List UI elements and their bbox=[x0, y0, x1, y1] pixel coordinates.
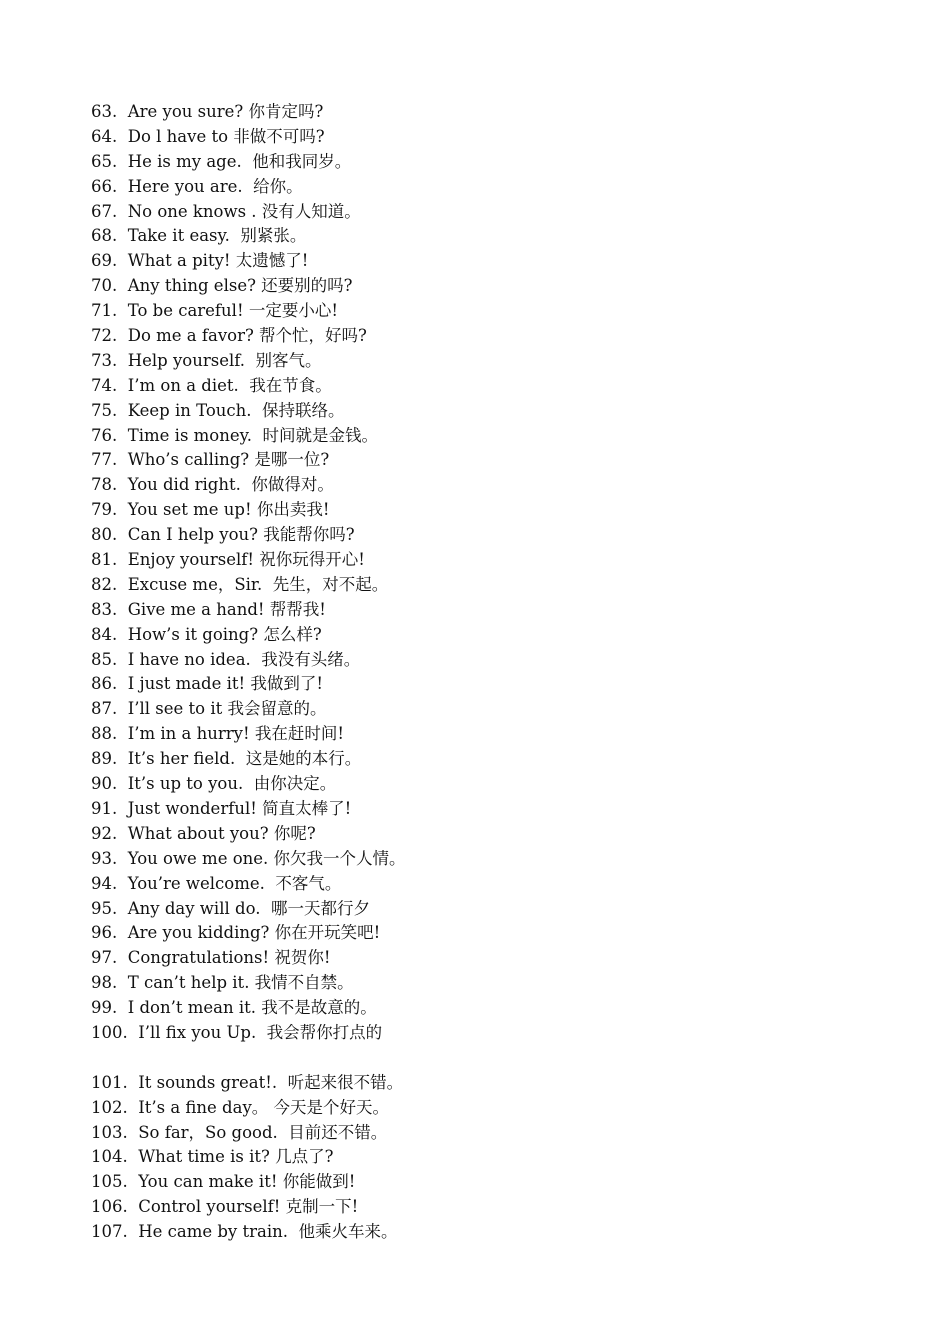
phrase-line: 82. Excuse me，Sir. 先生，对不起。 bbox=[91, 574, 389, 594]
phrase-line: 106. Control yourself! 克制一下! bbox=[91, 1197, 359, 1217]
phrase-line: 85. I have no idea. 我没有头绪。 bbox=[91, 649, 361, 669]
phrase-line: 68. Take it easy. 别紧张。 bbox=[91, 226, 307, 246]
phrase-line: 73. Help yourself. 别客气。 bbox=[91, 350, 322, 370]
phrase-line: 79. You set me up! 你出卖我! bbox=[91, 500, 330, 520]
phrase-line: 89. It’s her field. 这是她的本行。 bbox=[91, 749, 362, 769]
phrase-line: 103. So far，So good. 目前还不错。 bbox=[91, 1122, 388, 1142]
phrase-line: 90. It’s up to you. 由你决定。 bbox=[91, 774, 337, 794]
phrase-line: 64. Do l have to 非做不可吗? bbox=[91, 126, 325, 146]
phrase-line: 75. Keep in Touch. 保持联络。 bbox=[91, 400, 345, 420]
phrase-line: 83. Give me a hand! 帮帮我! bbox=[91, 599, 326, 619]
phrase-line: 92. What about you? 你呢? bbox=[91, 823, 316, 843]
phrase-line: 78. You did right. 你做得对。 bbox=[91, 475, 334, 495]
phrase-line: 97. Congratulations! 祝贺你! bbox=[91, 948, 331, 968]
phrase-line: 100. I’ll fix you Up. 我会帮你打点的 bbox=[91, 1022, 383, 1042]
phrase-line: 69. What a pity! 太遗憾了! bbox=[91, 251, 309, 271]
phrase-line: 99. I don’t mean it. 我不是故意的。 bbox=[91, 998, 377, 1018]
phrase-line: 98. T can’t help it. 我情不自禁。 bbox=[91, 973, 354, 993]
phrase-line: 72. Do me a favor? 帮个忙，好吗? bbox=[91, 326, 367, 346]
phrase-line: 81. Enjoy yourself! 祝你玩得开心! bbox=[91, 550, 365, 570]
phrase-line: 87. I’ll see to it 我会留意的。 bbox=[91, 699, 327, 719]
phrase-list bbox=[91, 100, 911, 1245]
phrase-line: 76. Time is money. 时间就是金钱。 bbox=[91, 425, 378, 445]
blank-line bbox=[91, 1046, 911, 1071]
phrase-line: 63. Are you sure? 你肯定吗? bbox=[91, 102, 324, 121]
phrase-line: 70. Any thing else? 还要别的吗? bbox=[91, 276, 353, 296]
phrase-line: 88. I’m in a hurry! 我在赶时间! bbox=[91, 724, 344, 744]
phrase-line: 65. He is my age. 他和我同岁。 bbox=[91, 151, 352, 171]
phrase-line: 67. No one knows . 没有人知道。 bbox=[91, 201, 361, 221]
phrase-line: 107. He came by train. 他乘火车来。 bbox=[91, 1222, 398, 1242]
phrase-line: 104. What time is it? 几点了? bbox=[91, 1147, 334, 1167]
phrase-line: 77. Who’s calling? 是哪一位? bbox=[91, 450, 330, 470]
phrase-line: 74. I’m on a diet. 我在节食。 bbox=[91, 375, 332, 395]
phrase-line: 91. Just wonderful! 简直太棒了! bbox=[91, 798, 352, 818]
phrase-line: 101. It sounds great!. 听起来很不错。 bbox=[91, 1072, 404, 1092]
phrase-line: 66. Here you are. 给你。 bbox=[91, 176, 303, 196]
phrase-line: 95. Any day will do. 哪一天都行夕 bbox=[91, 898, 370, 918]
phrase-line: 96. Are you kidding? 你在开玩笑吧! bbox=[91, 923, 381, 943]
phrase-line: 94. You’re welcome. 不客气。 bbox=[91, 873, 342, 893]
phrase-line: 93. You owe me one. 你欠我一个人情。 bbox=[91, 848, 406, 868]
phrase-line: 86. I just made it! 我做到了! bbox=[91, 674, 324, 694]
phrase-line: 84. How’s it going? 怎么样? bbox=[91, 624, 322, 644]
phrase-line: 80. Can I help you? 我能帮你吗? bbox=[91, 525, 355, 545]
phrase-line: 71. To be careful! 一定要小心! bbox=[91, 301, 338, 321]
phrase-line: 102. It’s a fine day。 今天是个好天。 bbox=[91, 1097, 390, 1117]
phrase-line: 105. You can make it! 你能做到! bbox=[91, 1172, 356, 1192]
